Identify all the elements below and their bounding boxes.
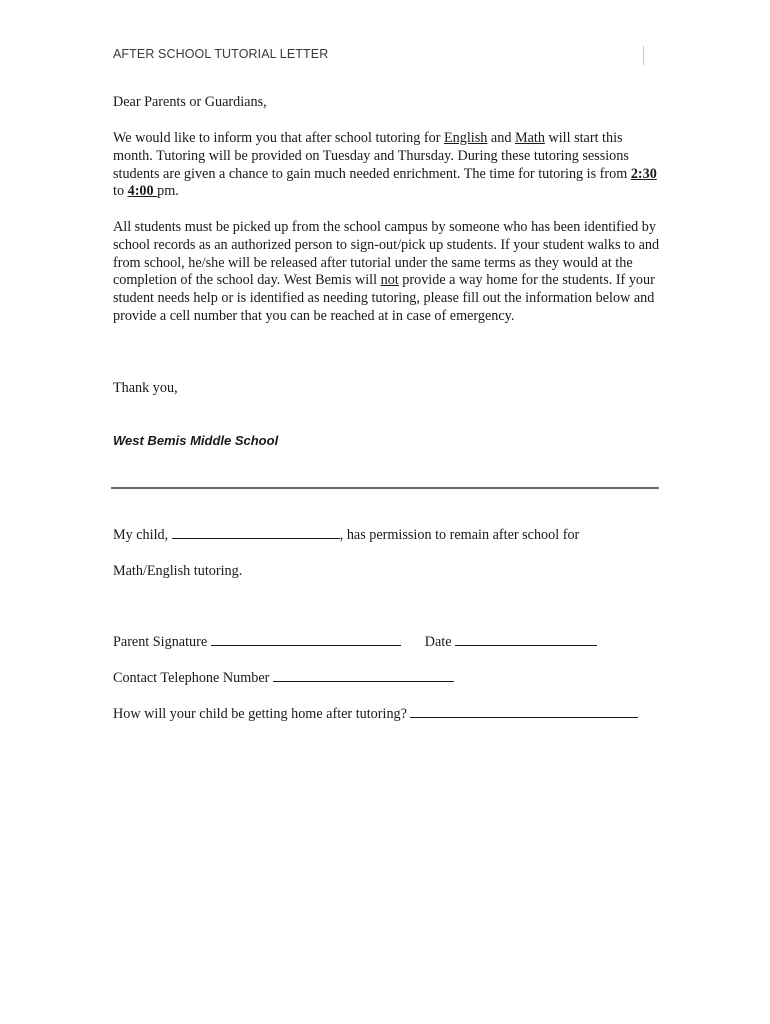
parent-signature-line (113, 633, 597, 651)
header-title: AFTER SCHOOL TUTORIAL LETTER (113, 47, 329, 61)
p1-text-5: pm. (157, 183, 179, 200)
home-transport-line (113, 705, 638, 723)
home-transport-label: How will your child be getting home after tutoring? (113, 706, 411, 722)
paragraph-pickup-policy (113, 219, 661, 326)
emphasis-not: not (380, 272, 399, 289)
home-transport-blank[interactable] (410, 705, 638, 718)
p2-text-1: All students must be picked up from the school campus by someone who has been identified by school records as an authorized person to sign-out/pick up students. If your student walks to and from school, he/she will be released after tutorial under the same terms as they would at the completion of the school day. West Bemis will (113, 219, 660, 289)
p1-text-3: will start this month. Tutoring will be provided on Tuesday and Thursday. During these tutoring sessions students are given a chance to gain much needed enrichment. The time for tutoring is from (113, 130, 631, 182)
parent-signature-label: Parent Signature (113, 634, 211, 650)
closing: Thank you, (113, 380, 178, 396)
child-suffix: , has permission to remain after school for (339, 527, 580, 543)
section-divider (111, 487, 659, 489)
parent-signature-blank[interactable] (211, 633, 401, 646)
child-permission-line (113, 526, 579, 544)
school-signature: West Bemis Middle School (113, 433, 279, 448)
telephone-line (113, 669, 454, 687)
start-time: 2:30 (630, 165, 657, 182)
subject-line: Math/English tutoring. (113, 563, 243, 579)
telephone-label: Contact Telephone Number (113, 670, 273, 686)
greeting: Dear Parents or Guardians, (113, 94, 267, 110)
p1-text-1: We would like to inform you that after school tutoring for (113, 130, 445, 146)
end-time: 4:00 (127, 183, 158, 200)
p1-text-2: and (487, 130, 515, 146)
date-label: Date (424, 634, 456, 650)
child-name-blank[interactable] (172, 526, 340, 539)
subject-math: Math (514, 130, 545, 146)
subject-english: English (444, 130, 488, 146)
header-divider (643, 46, 644, 65)
telephone-blank[interactable] (273, 669, 454, 682)
p2-text-2: provide a way home for the students. If your student needs help or is identified as needing tutoring, please fill out the information below and provide a cell number that you can be reached at in case of emergency. (113, 272, 655, 324)
paragraph-tutoring-info (113, 130, 661, 201)
date-blank[interactable] (455, 633, 597, 646)
child-prefix: My child, (113, 527, 172, 543)
p1-text-4: to (113, 183, 128, 200)
